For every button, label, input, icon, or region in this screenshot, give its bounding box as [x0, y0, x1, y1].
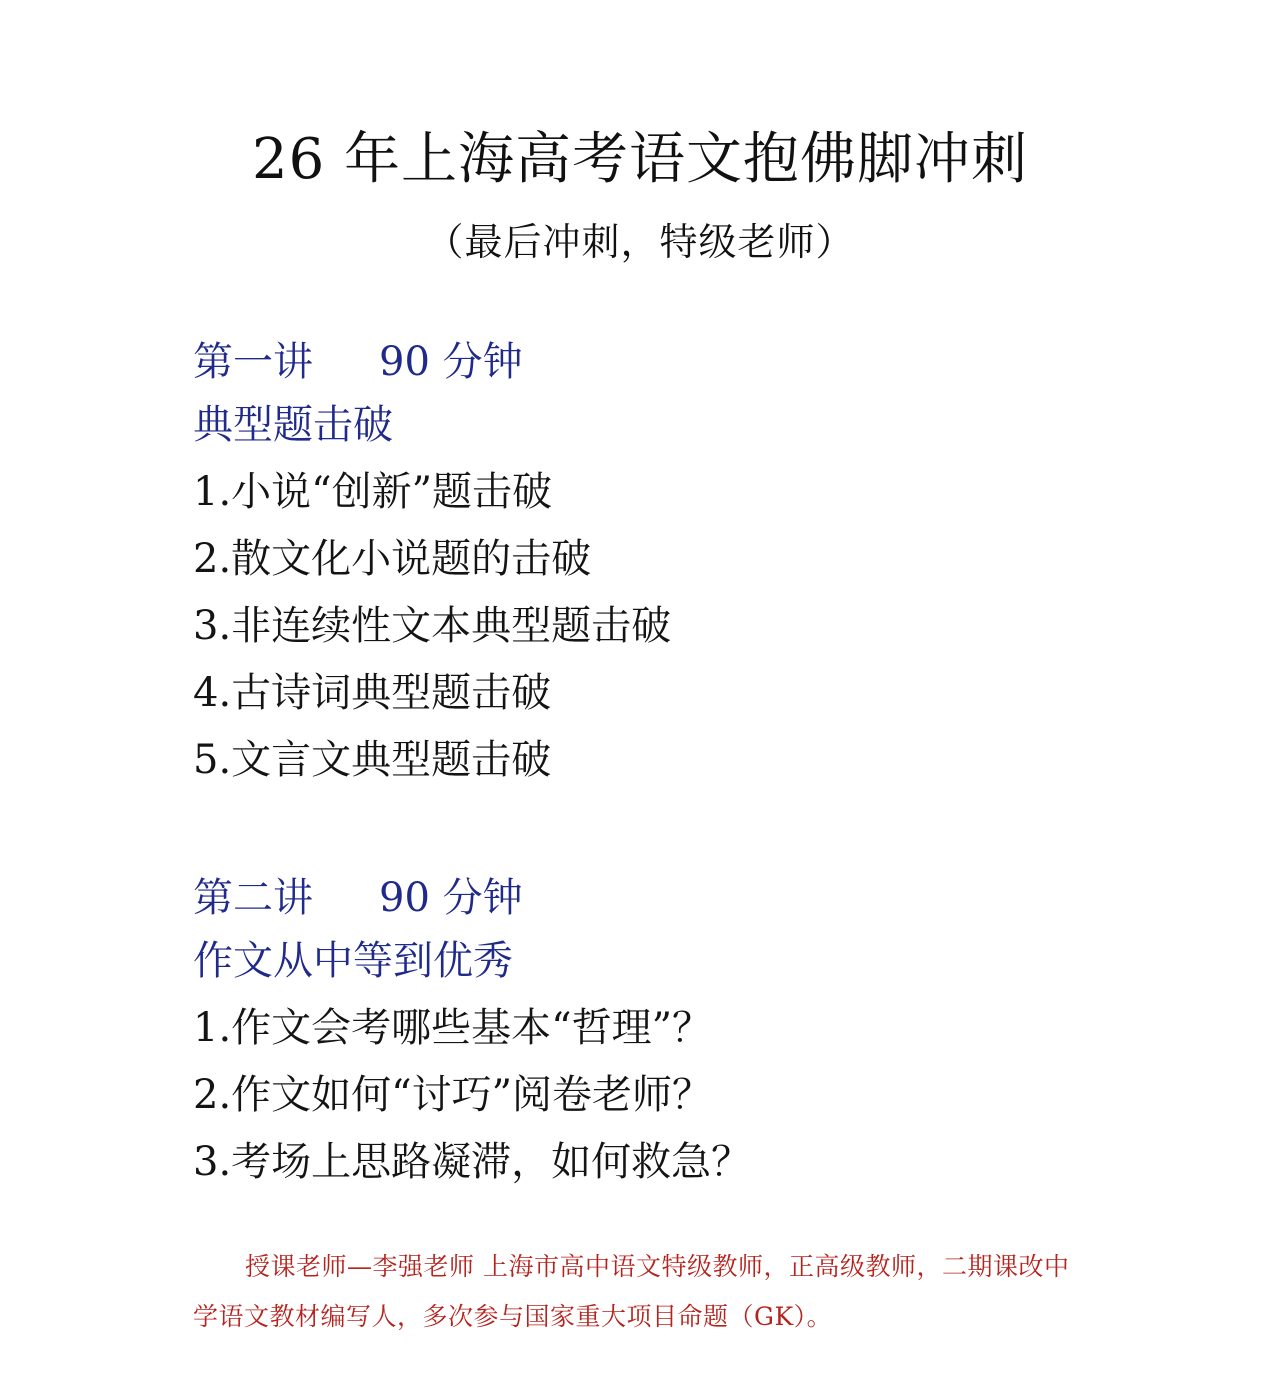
lecture-section-2 [193, 868, 751, 1196]
list-item: 1.作文会考哪些基本“哲理”？ [193, 1005, 713, 1051]
lecture-heading [193, 868, 751, 928]
lecture-name: 第二讲 [193, 875, 313, 921]
lecture-duration: 90 分钟 [379, 339, 523, 385]
teacher-introduction [193, 1242, 1093, 1342]
list-item: 3.考场上思路凝滞，如何救急？ [193, 1139, 752, 1185]
lecture-section-1 [193, 332, 671, 794]
lecture-topic: 作文从中等到优秀 [193, 938, 513, 984]
lecture-heading [193, 332, 671, 392]
lecture-item-list [193, 459, 671, 794]
page-subtitle: （最后冲刺，特级老师） [425, 220, 855, 264]
list-item: 5.文言文典型题击破 [193, 737, 552, 783]
list-item: 3.非连续性文本典型题击破 [193, 603, 672, 649]
lecture-topic: 典型题击破 [193, 402, 393, 448]
teacher-intro-line-2: 学语文教材编写人，多次参与国家重大项目命题（GK）。 [193, 1302, 833, 1331]
list-item: 4.古诗词典型题击破 [193, 670, 552, 716]
lecture-item-list [193, 995, 751, 1196]
lecture-duration: 90 分钟 [379, 875, 523, 921]
teacher-intro-line-1: 授课老师—李强老师 上海市高中语文特级教师，正高级教师，二期课改中 [245, 1252, 1070, 1281]
list-item: 2.作文如何“讨巧”阅卷老师？ [193, 1072, 713, 1118]
list-item: 2.散文化小说题的击破 [193, 536, 592, 582]
page-title: 26 年上海高考语文抱佛脚冲刺 [251, 127, 1029, 192]
lecture-name: 第一讲 [193, 339, 313, 385]
list-item: 1.小说“创新”题击破 [193, 469, 553, 515]
